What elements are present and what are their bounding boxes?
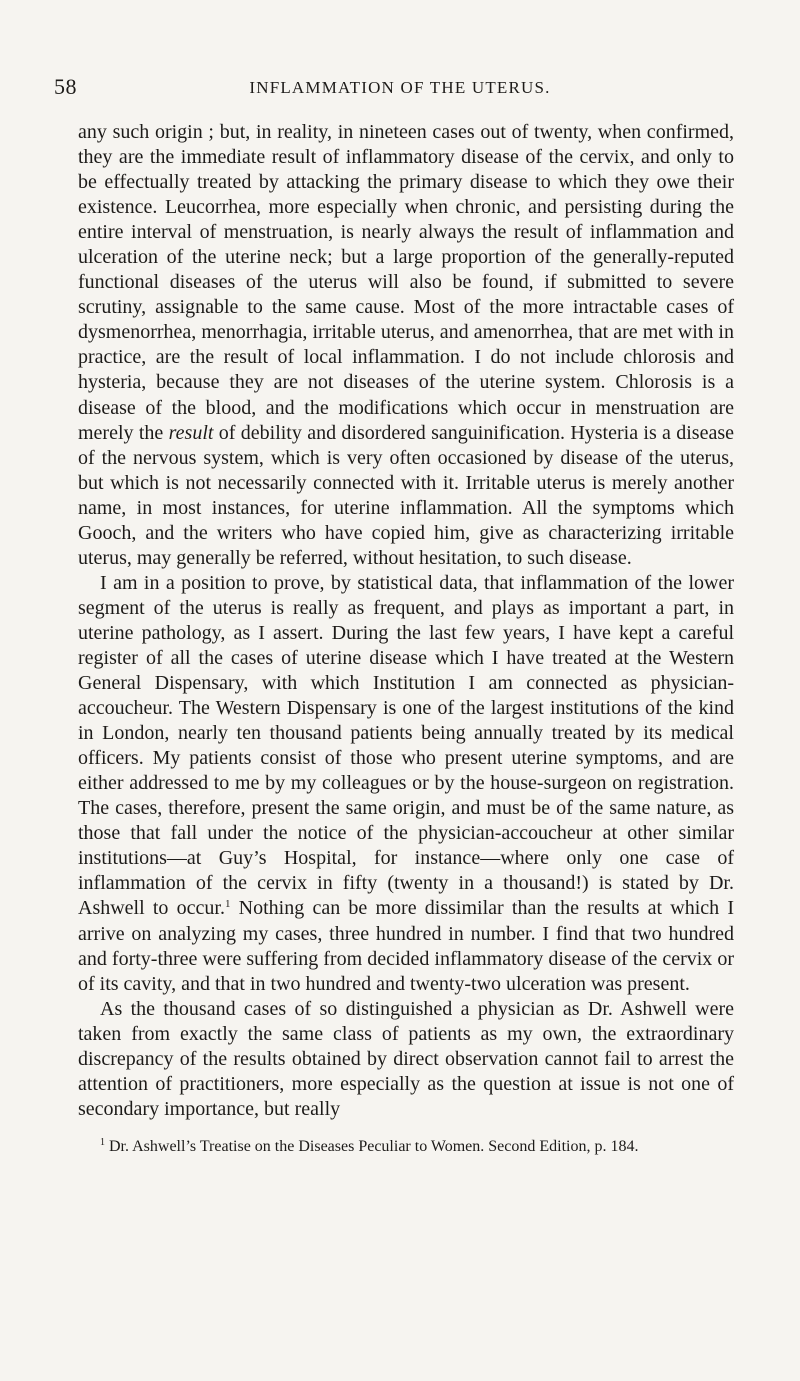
page-number: 58 bbox=[54, 74, 77, 99]
paragraph-1 bbox=[78, 120, 734, 571]
italic-emphasis: result bbox=[168, 421, 214, 444]
paragraph-1-continuation: of debility and disordered sanguinification. Hysteria is a disease of the nervous system, which is very often occasioned by disease of the uterus, but which is not necessarily connected with it. Irritable uterus is merely another name, in most instances, for uterine inflammation. All the symptoms which Gooch, and the writers who have copied him, give as characterizing irritable uterus, may generally be referred, without hesitation, to such disease. bbox=[78, 421, 735, 569]
paragraph-3 bbox=[78, 997, 734, 1122]
body-text bbox=[78, 120, 734, 1122]
paragraph-1-text: any such origin ; but, in reality, in nineteen cases out of twenty, when confirmed, they are the immediate result of inflammatory disease of the cervix, and only to be effectually treated by attacking the primary disease to which they owe their existence. Leucorrhea, more especially when chronic, and persisting during the entire interval of menstruation, is nearly always the result of inflammation and ulceration of the uterine neck; but a large proportion of the generally-reputed functional diseases of the uterus will also be found, if submitted to severe scrutiny, assignable to the same cause. Most of the more intractable cases of dysmenorrhea, menorrhagia, irritable uterus, and amenorrhea, that are met with in practice, are the result of local inflammation. I do not include chlorosis and hysteria, because they are not diseases of the uterine system. Chlorosis is a disease of the blood, and the modifications which occur in menstruation are merely the bbox=[78, 121, 734, 444]
footnote-mark: 1 bbox=[100, 1137, 105, 1148]
footnote bbox=[78, 1137, 734, 1157]
paragraph-2 bbox=[78, 571, 734, 997]
paragraph-2-text: I am in a position to prove, by statistical data, that inflammation of the lower segment of the uterus is really as frequent, and plays as important a part, in uterine pathology, as I assert. During the last few years, I have kept a careful register of all the cases of uterine disease which I have treated at the Western General Dispensary, with which Institution I am connected as physician-accoucheur. The Western Dispensary is one of the largest institutions of the kind in London, nearly ten thousand patients being annually treated by its medical officers. My patients consist of those who present uterine symptoms, and are either addressed to me by my colleagues or by the house-surgeon on registration. The cases, therefore, present the same origin, and must be of the same nature, as those that fall under the notice of the physician-accoucheur at other similar institutions—at Guy’s Hospital, for instance—where only one case of inflammation of the cervix in fifty (twenty in a thousand!) is stated by Dr. Ashwell to occur. bbox=[78, 571, 734, 920]
paragraph-2-continuation: Nothing can be more dissimilar than the results at which I arrive on analyzing my cases, three hundred in number. I find that two hundred and forty-three were suffering from decided inflammatory disease of the cervix or of its cavity, and that in two hundred and twenty-two ulceration was present. bbox=[78, 897, 734, 995]
paragraph-3-text: As the thousand cases of so distinguished a physician as Dr. Ashwell were taken from exactly the same class of patients as my own, the extraordinary discrepancy of the results obtained by direct observation cannot fail to arrest the attention of practitioners, more especially as the question at issue is not one of secondary importance, but really bbox=[78, 997, 734, 1120]
footnote-text: Dr. Ashwell’s Treatise on the Diseases Peculiar to Women. Second Edition, p. 184. bbox=[109, 1138, 639, 1155]
footnote-reference: 1 bbox=[224, 898, 231, 911]
running-title: INFLAMMATION OF THE UTERUS. bbox=[249, 78, 551, 97]
running-header bbox=[54, 74, 746, 100]
